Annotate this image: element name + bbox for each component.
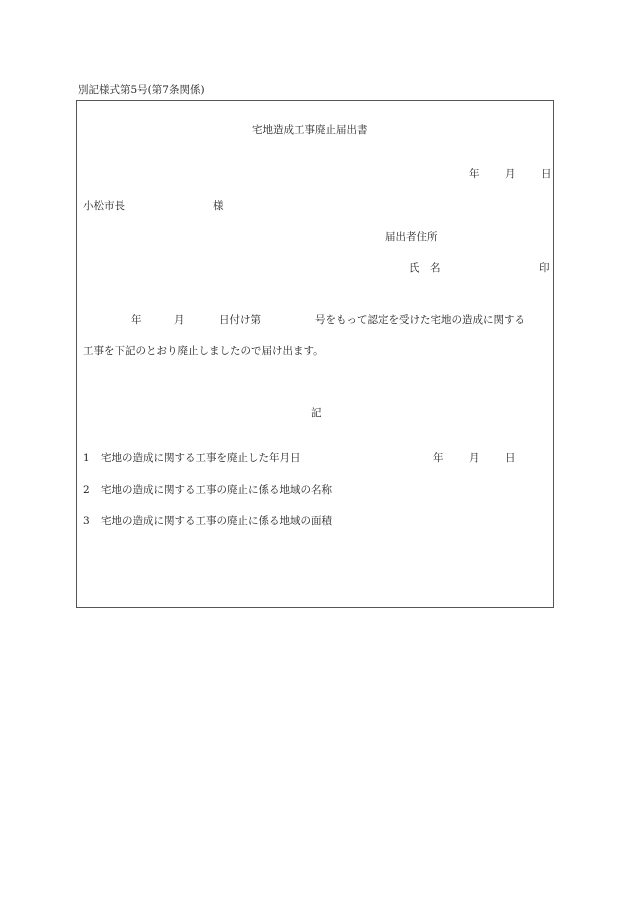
ki-heading: 記 (311, 407, 322, 419)
date-day: 日 (541, 168, 552, 180)
applicant-name-label: 氏 名 (409, 262, 441, 274)
item-text: 宅地の造成に関する工事を廃止した年月日 (101, 452, 301, 464)
date-month: 月 (505, 168, 516, 180)
form-frame (76, 100, 554, 608)
item-3 (83, 516, 332, 527)
body-line1-rest: 号をもって認定を受けた宅地の造成に関する (315, 314, 525, 326)
item-number: 1 (83, 452, 90, 464)
applicant-address-label: 届出者住所 (385, 231, 438, 243)
item-1 (83, 453, 301, 464)
body-year: 年 (131, 314, 142, 326)
body-day-no: 日付け第 (219, 314, 261, 326)
addressee-name: 小松市長 (83, 200, 125, 212)
item-1-day: 日 (505, 452, 516, 464)
item-1-year: 年 (433, 452, 444, 464)
addressee-honorific: 様 (213, 200, 224, 212)
item-2 (83, 485, 332, 496)
date-year: 年 (469, 168, 480, 180)
item-number: 3 (83, 515, 90, 527)
item-text: 宅地の造成に関する工事の廃止に係る地域の面積 (101, 515, 332, 527)
form-reference: 別記様式第5号(第7条関係) (78, 84, 205, 96)
item-number: 2 (83, 484, 90, 496)
item-text: 宅地の造成に関する工事の廃止に係る地域の名称 (101, 484, 332, 496)
seal-mark: 印 (539, 262, 550, 274)
body-line2: 工事を下記のとおり廃止しましたので届け出ます。 (83, 345, 324, 357)
item-1-month: 月 (469, 452, 480, 464)
document-title: 宅地造成工事廃止届出書 (252, 124, 368, 136)
body-month: 月 (174, 314, 185, 326)
